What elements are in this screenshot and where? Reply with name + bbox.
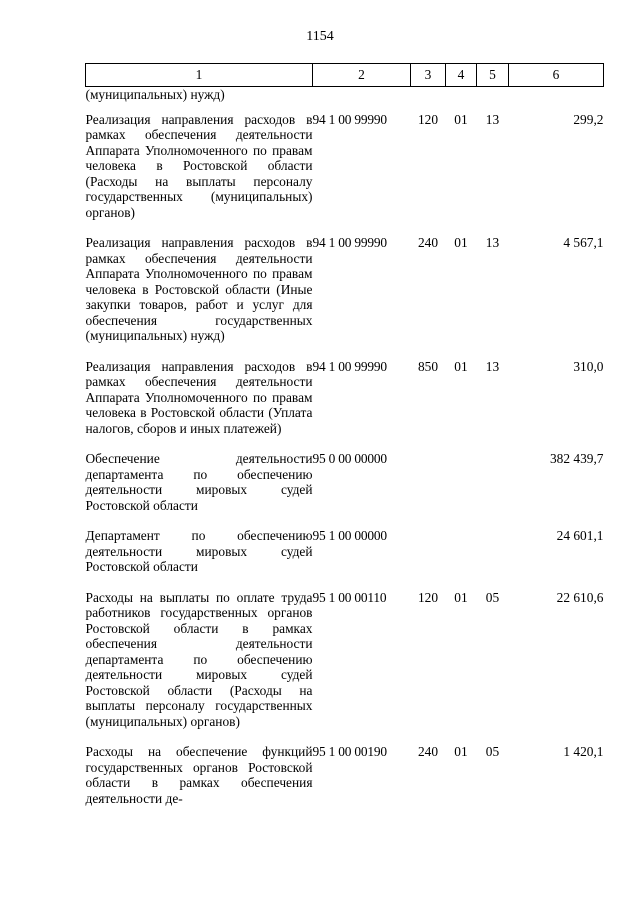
row-amount: 4 567,1 (563, 235, 604, 250)
row-rz (446, 525, 477, 587)
row-description: Расходы на обеспечение функций государственных органов Ростовской области в рамках обеспечения деятельности де- (85, 744, 313, 806)
row-description: Обеспечение деятельности департамента по обеспечению деятельности мировых судей Ростовской области (85, 451, 313, 513)
row-vr: 850 (417, 358, 439, 374)
row-rz (446, 448, 477, 525)
page-number: 1154 (306, 29, 334, 44)
row-amount: 1 420,1 (563, 744, 604, 759)
table-row (86, 587, 604, 742)
row-amount: 310,0 (573, 358, 604, 374)
row-vr (411, 525, 446, 587)
row-pr: 13 (485, 111, 500, 127)
row-pr (477, 448, 509, 525)
column-header: 6 (509, 64, 604, 87)
table-row (86, 356, 604, 449)
row-vr (411, 448, 446, 525)
table-row (86, 109, 604, 233)
column-header: 1 (86, 64, 313, 87)
row-rz: 01 (454, 744, 468, 759)
row-description: Расходы на выплаты по оплате труда работников государственных органов Ростовской области в рамках обеспечения деятельности департамента по обеспечению деятельности мировых судей Ростовской области (Расходы на выплаты персоналу государственных (муниципальных) органов) (85, 589, 313, 729)
row-pr: 13 (485, 235, 500, 250)
row-description: Департамент по обеспечению деятельности мировых судей Ростовской области (85, 528, 313, 574)
row-code: 95 1 00 00110 (312, 589, 387, 605)
row-vr: 240 (417, 235, 439, 250)
row-amount: 382 439,7 (549, 451, 604, 466)
row-amount: 22 610,6 (556, 589, 604, 605)
column-header: 3 (411, 64, 446, 87)
row-rz: 01 (454, 235, 468, 250)
row-vr: 240 (417, 744, 439, 759)
row-description: Реализация направления расходов в рамках обеспечения деятельности Аппарата Уполномоченного по правам человека в Ростовской области (Иные закупки товаров, работ и услуг для обеспечения государственных (муниципальных) нужд) (85, 235, 313, 343)
row-vr: 120 (417, 111, 439, 127)
row-rz: 01 (454, 358, 468, 374)
table-row (86, 741, 604, 818)
row-code: 94 1 00 99990 (312, 358, 387, 374)
row-rz: 01 (454, 111, 468, 127)
row-code: 95 1 00 00000 (312, 528, 387, 543)
row-code: 94 1 00 99990 (312, 111, 387, 127)
continuation-text: (муниципальных) нужд) (85, 87, 225, 102)
row-pr: 05 (485, 589, 500, 605)
row-description: Реализация направления расходов в рамках обеспечения деятельности Аппарата Уполномоченного по правам человека в Ростовской области (Уплата налогов, сборов и иных платежей) (85, 358, 313, 436)
row-rz: 01 (454, 589, 468, 605)
row-code: 95 0 00 00000 (312, 451, 387, 466)
row-vr: 120 (417, 589, 439, 605)
row-pr: 05 (485, 744, 500, 759)
row-description: Реализация направления расходов в рамках обеспечения деятельности Аппарата Уполномоченного по правам человека в Ростовской области (Расходы на выплаты персоналу государственных (муниципальных) органов) (85, 111, 313, 220)
row-pr: 13 (485, 358, 500, 374)
row-code: 94 1 00 99990 (312, 235, 387, 250)
continuation-row (86, 87, 604, 109)
column-header: 4 (446, 64, 477, 87)
column-header: 5 (477, 64, 509, 87)
table-row (86, 448, 604, 525)
row-amount: 24 601,1 (556, 528, 604, 543)
budget-table (85, 63, 604, 818)
column-number-header (86, 64, 604, 87)
table-row (86, 232, 604, 356)
row-code: 95 1 00 00190 (312, 744, 387, 759)
row-amount: 299,2 (573, 111, 604, 127)
table-row (86, 525, 604, 587)
column-header: 2 (313, 64, 411, 87)
row-pr (477, 525, 509, 587)
